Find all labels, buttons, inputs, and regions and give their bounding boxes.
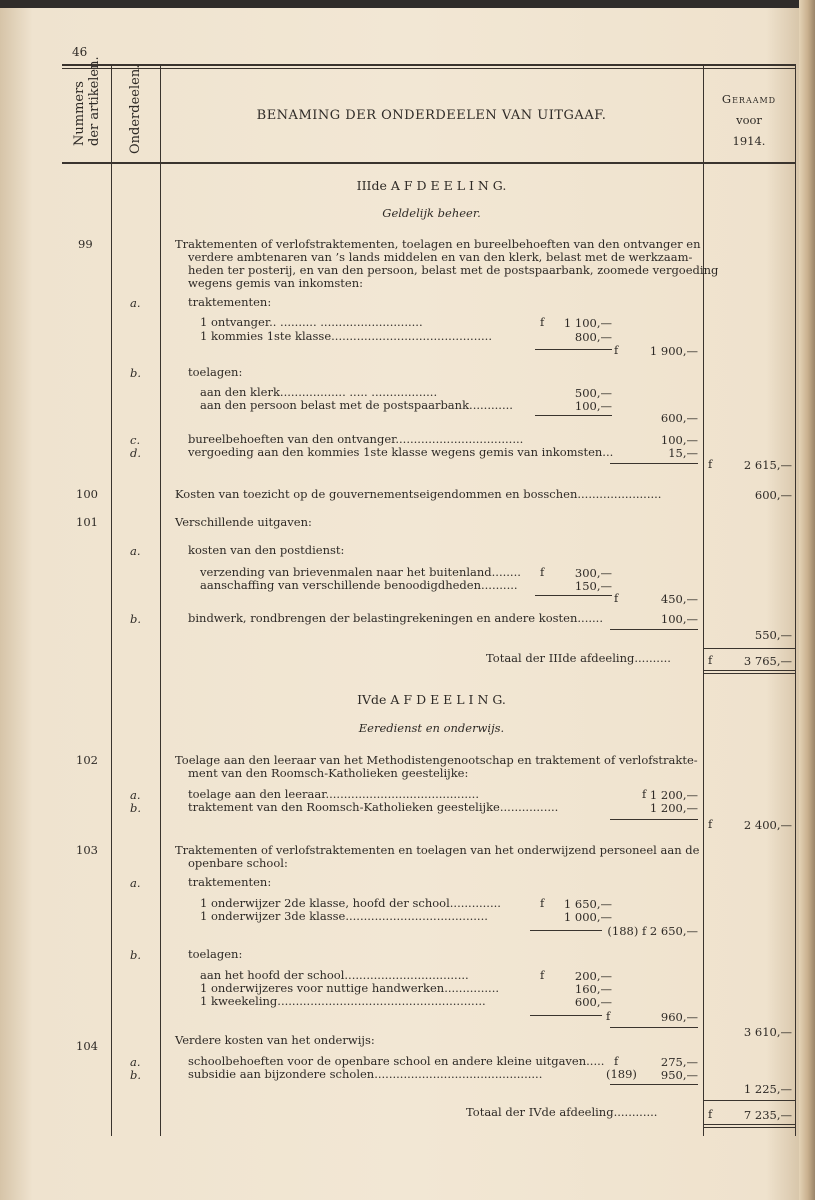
article-99-b-subrule bbox=[535, 415, 612, 416]
section-iv-total: 7 235,— bbox=[743, 1108, 792, 1122]
article-101-b-text: bindwerk, rondbrengen der belastingrekeningen en andere kosten....... bbox=[188, 611, 603, 625]
section-iv-total-label: Totaal der IVde afdeeling............ bbox=[466, 1105, 658, 1119]
article-103-b-total-f: f bbox=[606, 1009, 611, 1023]
article-104-b-text: subsidie aan bijzondere scholen.............................................. bbox=[188, 1067, 543, 1081]
article-104-a-amount: 275,— bbox=[660, 1055, 698, 1069]
article-99-c-text: bureelbehoeften van den ontvanger................................... bbox=[188, 432, 524, 446]
article-101-a-total-f: f bbox=[614, 591, 619, 605]
article-101-a-item1-amount: 300,— bbox=[574, 566, 612, 580]
header-col4-title: Geraamd bbox=[721, 92, 777, 106]
article-99-b-total: 600,— bbox=[660, 411, 698, 425]
article-102-line2: ment van den Roomsch-Katholieken geestelijke: bbox=[188, 766, 469, 780]
page-number: 46 bbox=[72, 45, 88, 59]
article-104-subrule bbox=[610, 1084, 698, 1085]
article-104-b-amount: 950,— bbox=[660, 1068, 698, 1082]
article-101-a-subrule bbox=[535, 595, 612, 596]
section-iv-total-rule-top bbox=[703, 1100, 795, 1101]
article-99-d-text: vergoeding aan den kommies 1ste klasse wegens gemis van inkomsten... bbox=[188, 445, 614, 459]
article-103-number: 103 bbox=[76, 843, 98, 857]
article-103-b-item2: 1 onderwijzeres voor nuttige handwerken............... bbox=[200, 981, 500, 995]
article-100-number: 100 bbox=[76, 487, 98, 501]
header-top-rule bbox=[62, 64, 796, 66]
article-99-a-item1-f: f bbox=[540, 315, 545, 329]
article-99-c-amount: 100,— bbox=[660, 433, 698, 447]
article-101-text: Verschillende uitgaven: bbox=[175, 515, 312, 529]
article-102-b-amount: 1 200,— bbox=[649, 801, 698, 815]
article-103-b-text: toelagen: bbox=[188, 947, 243, 961]
article-101-a-item2: aanschaffing van verschillende benoodigdheden.......... bbox=[200, 578, 518, 592]
article-103-a-total: (188) f 2 650,— bbox=[607, 924, 698, 938]
page-edge bbox=[799, 0, 815, 1200]
scan-top-border bbox=[0, 0, 815, 8]
article-99-number: 99 bbox=[78, 237, 93, 251]
header-col4-year: 1914. bbox=[732, 134, 766, 148]
article-99-line1: Traktementen of verlofstraktementen, toelagen en bureelbehoeften van den ontvanger en bbox=[175, 237, 701, 251]
article-103-total: 3 610,— bbox=[743, 1025, 792, 1039]
section-iii-total-rule-1 bbox=[703, 670, 795, 671]
article-101-subrule bbox=[610, 629, 698, 630]
article-104-a-f: f bbox=[614, 1054, 619, 1068]
article-99-b-label: b. bbox=[130, 366, 142, 380]
section-iv-total-f: f bbox=[708, 1107, 713, 1121]
article-99-c-label: c. bbox=[130, 433, 141, 447]
header-col3: BENAMING DER ONDERDEELEN VAN UITGAAF. bbox=[256, 108, 607, 123]
article-99-b-text: toelagen: bbox=[188, 365, 243, 379]
article-103-b-item1-f: f bbox=[540, 968, 545, 982]
article-102-subrule bbox=[610, 819, 698, 820]
article-99-subrule bbox=[610, 463, 698, 464]
article-100-amount: 600,— bbox=[754, 488, 792, 502]
article-99-a-item2-amount: 800,— bbox=[574, 330, 612, 344]
article-103-b-total: 960,— bbox=[660, 1010, 698, 1024]
article-103-a-text: traktementen: bbox=[188, 875, 272, 889]
article-103-a-item1-amount: 1 650,— bbox=[563, 897, 612, 911]
article-103-b-item3-amount: 600,— bbox=[574, 995, 612, 1009]
article-99-a-subrule bbox=[535, 349, 612, 350]
article-103-b-item1-amount: 200,— bbox=[574, 969, 612, 983]
section-iii-title: IIIde A F D E E L I N G. bbox=[356, 178, 507, 193]
article-99-b-item1: aan den klerk.................. ..... .................. bbox=[200, 385, 438, 399]
section-iii-total-label: Totaal der IIIde afdeeling.......... bbox=[486, 651, 671, 665]
section-iii-total: 3 765,— bbox=[743, 654, 792, 668]
article-99-line4: wegens gemis van inkomsten: bbox=[188, 276, 363, 290]
article-103-line1: Traktementen of verlofstraktementen en toelagen van het onderwijzend personeel aan de bbox=[175, 843, 700, 857]
article-104-a-text: schoolbehoeften voor de openbare school en andere kleine uitgaven..... bbox=[188, 1054, 605, 1068]
article-101-number: 101 bbox=[76, 515, 98, 529]
article-102-a-label: a. bbox=[130, 788, 141, 802]
article-103-b-item3: 1 kweekeling......................................................... bbox=[200, 994, 486, 1008]
article-99-line3: heden ter posterij, en van den persoon, belast met de postspaarbank, zoomede vergoeding bbox=[188, 263, 719, 277]
article-102-b-text: traktement van den Roomsch-Katholieken geestelijke................ bbox=[188, 800, 559, 814]
header-bottom-rule bbox=[62, 162, 796, 164]
article-99-d-amount: 15,— bbox=[668, 446, 698, 460]
article-103-a-subrule bbox=[530, 930, 602, 931]
article-102-a-amount: 1 200,— bbox=[649, 788, 698, 802]
article-101-a-item1: verzending van brievenmalen naar het buitenland........ bbox=[200, 565, 521, 579]
article-103-subrule bbox=[610, 1027, 698, 1028]
article-103-a-item2: 1 onderwijzer 3de klasse....................................... bbox=[200, 909, 488, 923]
article-102-number: 102 bbox=[76, 753, 98, 767]
article-99-a-total: 1 900,— bbox=[649, 344, 698, 358]
article-103-b-label: b. bbox=[130, 948, 142, 962]
article-103-b-subrule bbox=[530, 1015, 602, 1016]
article-101-b-amount: 100,— bbox=[660, 612, 698, 626]
article-99-b-item1-amount: 500,— bbox=[574, 386, 612, 400]
article-99-a-text: traktementen: bbox=[188, 295, 272, 309]
article-100-text: Kosten van toezicht op de gouvernementseigendommen en bosschen....................... bbox=[175, 487, 662, 501]
article-102-a-text: toelage aan den leeraar.......................................... bbox=[188, 787, 479, 801]
article-103-a-item2-amount: 1 000,— bbox=[563, 910, 612, 924]
section-iv-subtitle: Eeredienst en onderwijs. bbox=[358, 721, 505, 735]
col-divider-1 bbox=[111, 66, 112, 1136]
article-101-b-label: b. bbox=[130, 612, 142, 626]
article-101-a-total: 450,— bbox=[660, 592, 698, 606]
article-99-total-f: f bbox=[708, 457, 713, 471]
article-101-a-item1-f: f bbox=[540, 565, 545, 579]
article-99-total: 2 615,— bbox=[743, 458, 792, 472]
section-iv-total-rule-2 bbox=[703, 1127, 795, 1128]
article-103-line2: openbare school: bbox=[188, 856, 288, 870]
col-divider-3 bbox=[703, 66, 704, 1136]
header-col2: Onderdeelen. bbox=[128, 64, 143, 154]
article-104-text: Verdere kosten van het onderwijs: bbox=[175, 1033, 375, 1047]
col-divider-2 bbox=[160, 66, 161, 1136]
article-99-a-item1-amount: 1 100,— bbox=[563, 316, 612, 330]
article-99-b-item2: aan den persoon belast met de postspaarbank............ bbox=[200, 398, 513, 412]
article-104-a-label: a. bbox=[130, 1055, 141, 1069]
article-101-total: 550,— bbox=[754, 628, 792, 642]
article-104-number: 104 bbox=[76, 1039, 98, 1053]
section-iii-subtitle: Geldelijk beheer. bbox=[382, 206, 481, 220]
section-iii-total-rule-2 bbox=[703, 673, 795, 674]
article-102-b-label: b. bbox=[130, 801, 142, 815]
article-99-a-total-f: f bbox=[614, 343, 619, 357]
article-102-total: 2 400,— bbox=[743, 818, 792, 832]
article-101-a-label: a. bbox=[130, 544, 141, 558]
article-99-b-item2-amount: 100,— bbox=[574, 399, 612, 413]
article-104-b-ref: (189) bbox=[606, 1067, 637, 1081]
col-divider-4 bbox=[795, 66, 796, 1136]
article-99-a-item2: 1 kommies 1ste klasse............................................ bbox=[200, 329, 492, 343]
article-99-a-item1: 1 ontvanger.. .......... ............................ bbox=[200, 315, 423, 329]
article-103-a-item1: 1 onderwijzer 2de klasse, hoofd der school.............. bbox=[200, 896, 501, 910]
section-iii-total-f: f bbox=[708, 653, 713, 667]
article-103-b-item1: aan het hoofd der school.................................. bbox=[200, 968, 469, 982]
article-104-b-label: b. bbox=[130, 1068, 142, 1082]
header-top-rule-thin bbox=[62, 68, 796, 69]
article-103-a-item1-f: f bbox=[540, 896, 545, 910]
header-col4-voor: voor bbox=[736, 113, 762, 127]
article-101-a-item2-amount: 150,— bbox=[574, 579, 612, 593]
article-102-total-f: f bbox=[708, 817, 713, 831]
article-101-a-text: kosten van den postdienst: bbox=[188, 543, 345, 557]
article-104-total: 1 225,— bbox=[743, 1082, 792, 1096]
article-103-b-item2-amount: 160,— bbox=[574, 982, 612, 996]
article-99-a-label: a. bbox=[130, 296, 141, 310]
article-99-line2: verdere ambtenaren van ’s lands middelen en van den klerk, belast met de werkzaam- bbox=[188, 250, 693, 264]
article-102-line1: Toelage aan den leeraar van het Methodistengenootschap en traktement of verlofstrakte- bbox=[175, 753, 698, 767]
section-iv-total-rule-1 bbox=[703, 1124, 795, 1125]
section-iii-total-rule-top bbox=[703, 648, 795, 649]
article-103-a-label: a. bbox=[130, 876, 141, 890]
article-99-d-label: d. bbox=[130, 446, 142, 460]
section-iv-title: IVde A F D E E L I N G. bbox=[357, 692, 506, 707]
header-col1: Nummers der artikelen. bbox=[72, 56, 102, 146]
article-102-a-f: f bbox=[642, 787, 647, 801]
